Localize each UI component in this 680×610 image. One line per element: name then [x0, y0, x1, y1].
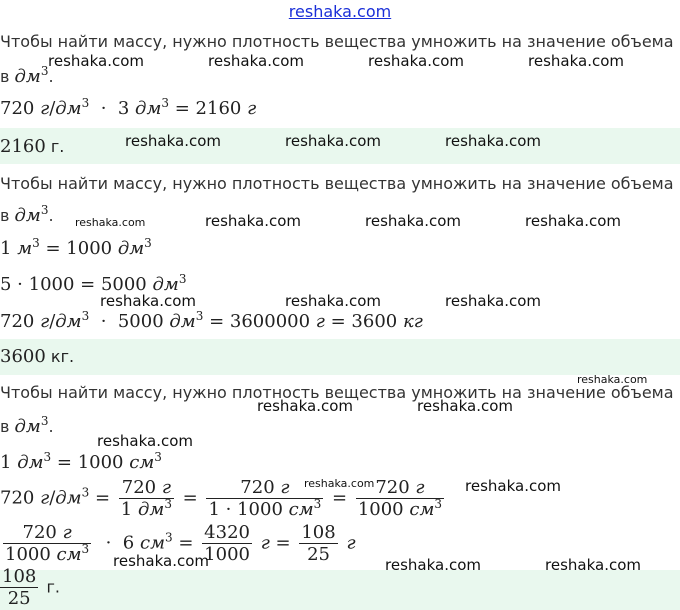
intro-text-2: Чтобы найти массу, нужно плотность вещества умножить на значение объема: [0, 174, 674, 193]
watermark: reshaka.com: [304, 477, 375, 490]
equation-3c: $\frac{720 г}{1000 см^3}$ · 6 $см^3$ = $\frac{4320}{1000}$ г = $\frac{108}{25}$ г: [5, 522, 356, 565]
watermark: reshaka.com: [100, 292, 196, 310]
intro-text-1: Чтобы найти массу, нужно плотность вещества умножить на значение объема: [0, 32, 674, 51]
watermark: reshaka.com: [257, 397, 353, 415]
watermark: reshaka.com: [365, 212, 461, 230]
watermark: reshaka.com: [445, 292, 541, 310]
equation-1: 720 $г/дм^3 \cdot 3$ $дм^3 = 2160$ г: [0, 96, 257, 119]
watermark: reshaka.com: [577, 373, 648, 386]
equation-2b: 5 · 1000 = 5000 $дм^3$: [0, 272, 187, 295]
answer-band-2: [0, 339, 680, 375]
watermark: reshaka.com: [528, 52, 624, 70]
equation-2a: 1 $м^3 = 1000$ $дм^3$: [0, 236, 152, 259]
in-prefix: в: [0, 67, 15, 86]
equation-2c: 720 $г/дм^3 \cdot 5000$ $дм^3 = 3600000$ г = 3600 кг: [0, 309, 423, 332]
watermark: reshaka.com: [417, 397, 513, 415]
in-unit-line-3: в $дм^3$.: [0, 414, 54, 437]
watermark: reshaka.com: [445, 132, 541, 150]
answer-3: $\frac{108}{25}$ г.: [2, 566, 60, 609]
watermark: reshaka.com: [285, 132, 381, 150]
watermark: reshaka.com: [113, 552, 209, 570]
site-header-link[interactable]: reshaka.com: [288, 2, 392, 21]
in-unit-line-1: в $дм^3$.: [0, 64, 54, 87]
watermark: reshaka.com: [385, 556, 481, 574]
watermark: reshaka.com: [205, 212, 301, 230]
watermark: reshaka.com: [75, 216, 146, 229]
watermark: reshaka.com: [545, 556, 641, 574]
watermark: reshaka.com: [465, 477, 561, 495]
answer-1: 2160 г.: [0, 136, 65, 157]
watermark: reshaka.com: [525, 212, 621, 230]
answer-band-3: [0, 570, 680, 610]
answer-2: 3600 кг.: [0, 346, 75, 367]
equation-3a: 1 $дм^3 = 1000$ $см^3$: [0, 450, 162, 473]
watermark: reshaka.com: [368, 52, 464, 70]
watermark: reshaka.com: [125, 132, 221, 150]
in-unit-line-2: в $дм^3$.: [0, 203, 54, 226]
equation-3b: 720 $г/дм^3$ = $\frac{720 г}{1 дм^3}$ = $\frac{720 г}{1 \cdot 1000 см^3}$ = $\frac{720 г}{1000 см^3}$: [0, 477, 443, 520]
watermark: reshaka.com: [285, 292, 381, 310]
intro-text-3: Чтобы найти массу, нужно плотность вещества умножить на значение объема: [0, 383, 674, 402]
watermark: reshaka.com: [208, 52, 304, 70]
watermark: reshaka.com: [48, 52, 144, 70]
watermark: reshaka.com: [97, 432, 193, 450]
